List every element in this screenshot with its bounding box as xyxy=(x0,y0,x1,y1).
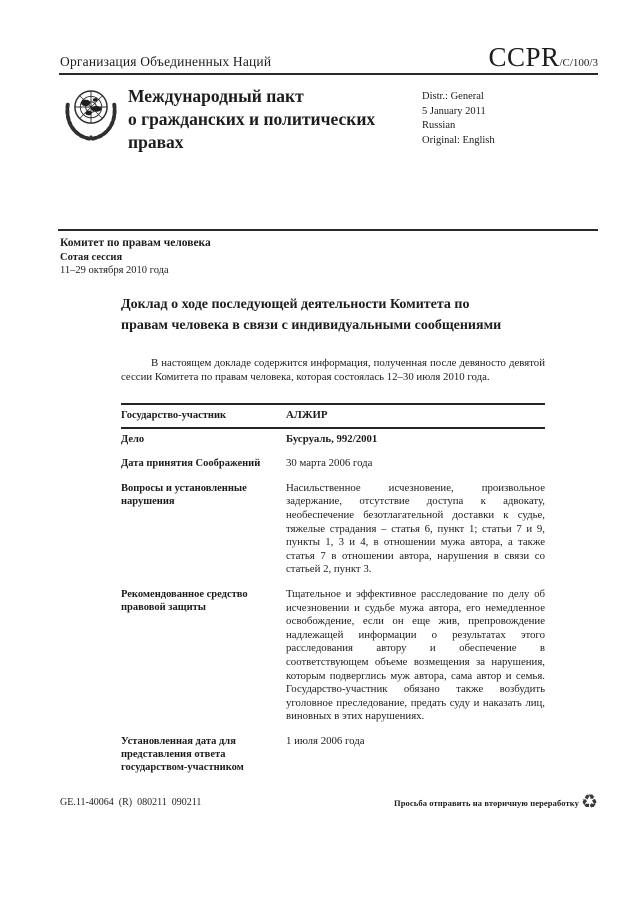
header-rule xyxy=(59,73,598,75)
table-row xyxy=(121,453,545,478)
recycle-notice xyxy=(394,793,598,812)
recycle-icon: ♻ xyxy=(580,791,598,813)
row-value: 30 марта 2006 года xyxy=(286,457,373,470)
distr-language: Russian xyxy=(422,120,456,131)
table-row xyxy=(121,429,545,454)
row-label: Рекомендованное средство правовой защиты xyxy=(121,588,248,613)
document-symbol-main: CCPR xyxy=(488,42,560,72)
covenant-title-line: правах xyxy=(128,132,184,152)
table-row xyxy=(121,405,545,429)
row-value: 1 июля 2006 года xyxy=(286,734,365,747)
table-row xyxy=(121,584,545,731)
distribution-block xyxy=(422,90,495,148)
row-value: Тщательное и эффективное расследование по делу об исчезновении и судьбе мужа автора, его немедленное освобождение, если он еще жив, препровождение надлежащей информации о результатах этого расследования автору и обеспечение в соответствующем объеме возмещения за нарушения, которым подверглись муж автора, сама автор и семья. Государство-участник обязано также возбудить уголовное преследование, предать суду и наказать лиц, виновных в этих нарушениях. xyxy=(286,587,545,723)
covenant-title xyxy=(128,85,428,154)
footer-reference: GE.11-40064 (R) 080211 090211 xyxy=(60,797,202,808)
row-value: Насильственное исчезновение, произвольное задержание, отсутствие доступа к адвокату, необеспечение безотлагательной доставки к судье, тяжелые страдания – статья 6, пункт 1; статьи 7 и 9, пункты 1, 3 и 4, в отношении мужа автора, а также статья 7 в отношении автора, нарушения в связи со статьей 2, пункт 3. xyxy=(286,481,545,576)
covenant-title-line: о гражданских и политических xyxy=(128,109,376,129)
report-title: Доклад о ходе последующей деятельности Комитета по правам человека в связи с индивидуальными сообщениями xyxy=(121,297,502,333)
document-symbol xyxy=(488,42,598,73)
row-label: Дата принятия Соображений xyxy=(121,458,261,470)
session-name: Сотая сессия xyxy=(60,252,123,263)
section-rule xyxy=(58,229,598,231)
table-row xyxy=(121,731,545,781)
row-value: Бусруаль, 992/2001 xyxy=(286,432,378,445)
row-label: Установленная дата для представления ответа государством-участником xyxy=(121,735,244,773)
row-label: Дело xyxy=(121,433,145,445)
un-emblem-icon xyxy=(61,82,121,144)
intro-paragraph: В настоящем докладе содержится информация, полученная после девяносто девятой сессии Комитета по правам человека, которая состоялась 12–30 июля 2010 года. xyxy=(121,357,545,383)
distr-line: Distr.: General xyxy=(422,91,484,102)
distr-date: 5 January 2011 xyxy=(422,105,486,117)
org-name: Организация Объединенных Наций xyxy=(60,54,272,69)
row-label: Государство-участник xyxy=(121,410,227,421)
committee-heading: Комитет по правам человека xyxy=(60,237,211,249)
table-row xyxy=(121,478,545,584)
row-label: Вопросы и установленные нарушения xyxy=(121,482,247,507)
covenant-title-line: Международный пакт xyxy=(128,86,304,106)
row-value: АЛЖИР xyxy=(286,409,328,421)
session-dates: 11–29 октября 2010 года xyxy=(60,265,169,276)
recycle-note: Просьба отправить на вторичную переработку xyxy=(394,797,579,808)
case-table xyxy=(121,403,545,781)
document-symbol-suffix: /C/100/3 xyxy=(559,57,598,69)
distr-original: Original: English xyxy=(422,134,495,146)
